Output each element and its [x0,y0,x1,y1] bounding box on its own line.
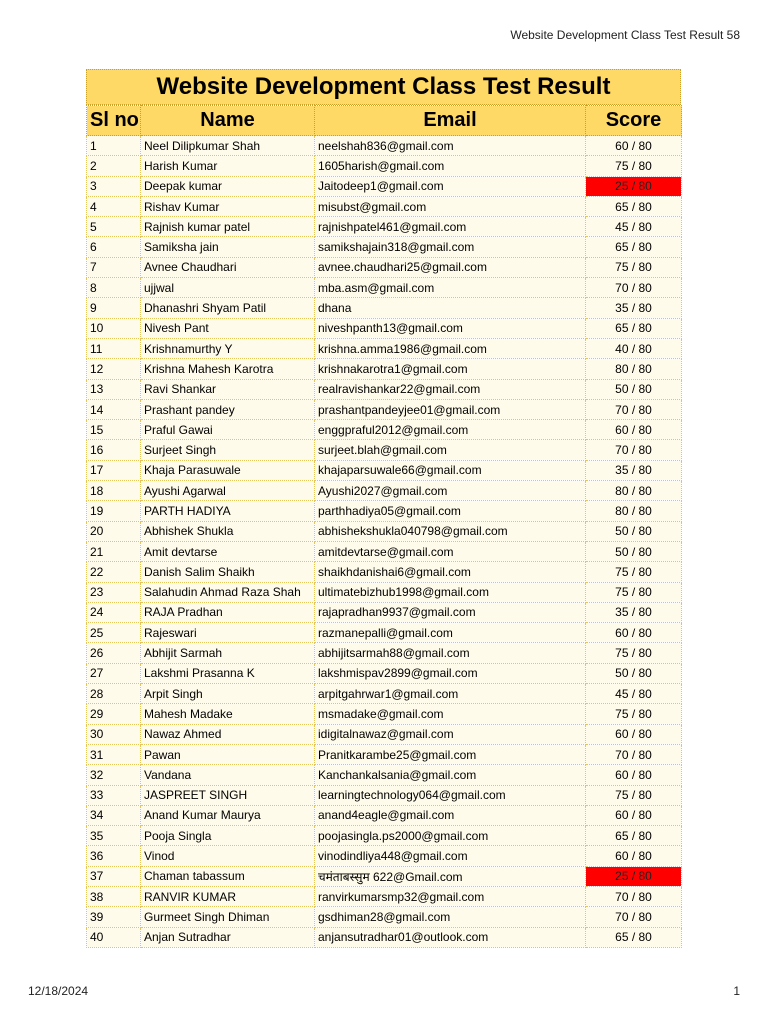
cell-sl-no: 1 [87,136,141,156]
table-row [87,927,682,947]
table-row [87,501,682,521]
table-row [87,643,682,663]
table-row [87,562,682,582]
cell-email: abhijitsarmah88@gmail.com [315,643,586,663]
results-table [86,105,682,948]
cell-score: 50 / 80 [586,663,682,683]
cell-sl-no: 38 [87,886,141,906]
cell-score: 65 / 80 [586,318,682,338]
cell-score: 60 / 80 [586,846,682,866]
cell-sl-no: 32 [87,765,141,785]
cell-score: 75 / 80 [586,785,682,805]
cell-email: arpitgahrwar1@gmail.com [315,684,586,704]
cell-name: Nawaz Ahmed [141,724,315,744]
cell-name: JASPREET SINGH [141,785,315,805]
cell-sl-no: 2 [87,156,141,176]
cell-sl-no: 15 [87,420,141,440]
cell-email: surjeet.blah@gmail.com [315,440,586,460]
cell-email: idigitalnawaz@gmail.com [315,724,586,744]
page-header-text: Website Development Class Test Result 58 [510,28,740,42]
cell-score: 60 / 80 [586,136,682,156]
cell-email: razmanepalli@gmail.com [315,623,586,643]
footer-page-number: 1 [733,984,740,998]
cell-name: Deepak kumar [141,176,315,196]
cell-email: ranvirkumarsmp32@gmail.com [315,886,586,906]
cell-sl-no: 3 [87,176,141,196]
cell-name: Avnee Chaudhari [141,257,315,277]
cell-sl-no: 34 [87,805,141,825]
cell-sl-no: 13 [87,379,141,399]
cell-email: niveshpanth13@gmail.com [315,318,586,338]
cell-score: 65 / 80 [586,826,682,846]
cell-name: Nivesh Pant [141,318,315,338]
cell-email: krishnakarotra1@gmail.com [315,359,586,379]
cell-email: anjansutradhar01@outlook.com [315,927,586,947]
cell-name: Rishav Kumar [141,196,315,216]
cell-score: 75 / 80 [586,156,682,176]
cell-score: 80 / 80 [586,501,682,521]
cell-name: Samiksha jain [141,237,315,257]
cell-name: Ayushi Agarwal [141,481,315,501]
cell-email: ultimatebizhub1998@gmail.com [315,582,586,602]
cell-score: 45 / 80 [586,217,682,237]
cell-sl-no: 12 [87,359,141,379]
cell-email: abhishekshukla040798@gmail.com [315,521,586,541]
table-row [87,196,682,216]
cell-score: 70 / 80 [586,886,682,906]
table-header-row [87,106,682,136]
cell-email: anand4eagle@gmail.com [315,805,586,825]
table-row [87,399,682,419]
cell-email: prashantpandeyjee01@gmail.com [315,399,586,419]
cell-score: 60 / 80 [586,420,682,440]
cell-name: Krishna Mahesh Karotra [141,359,315,379]
cell-email: neelshah836@gmail.com [315,136,586,156]
cell-name: RAJA Pradhan [141,602,315,622]
table-row [87,460,682,480]
column-header-email: Email [315,106,586,136]
cell-email: gsdhiman28@gmail.com [315,907,586,927]
table-title: Website Development Class Test Result [86,69,681,105]
cell-score: 70 / 80 [586,744,682,764]
cell-score: 65 / 80 [586,927,682,947]
cell-name: Mahesh Madake [141,704,315,724]
table-row [87,420,682,440]
cell-score: 60 / 80 [586,765,682,785]
cell-score: 70 / 80 [586,907,682,927]
table-row [87,724,682,744]
cell-score: 45 / 80 [586,684,682,704]
table-row [87,805,682,825]
cell-sl-no: 16 [87,440,141,460]
cell-email: msmadake@gmail.com [315,704,586,724]
table-body [87,136,682,948]
cell-email: mba.asm@gmail.com [315,278,586,298]
table-row [87,298,682,318]
cell-score: 75 / 80 [586,582,682,602]
table-row [87,541,682,561]
cell-name: ujjwal [141,278,315,298]
table-row [87,602,682,622]
table-row [87,907,682,927]
cell-sl-no: 25 [87,623,141,643]
cell-name: Chaman tabassum [141,866,315,886]
cell-email: enggpraful2012@gmail.com [315,420,586,440]
table-row [87,582,682,602]
cell-name: Anjan Sutradhar [141,927,315,947]
cell-name: Lakshmi Prasanna K [141,663,315,683]
cell-name: Vinod [141,846,315,866]
cell-name: Gurmeet Singh Dhiman [141,907,315,927]
cell-sl-no: 18 [87,481,141,501]
table-row [87,136,682,156]
cell-email: rajapradhan9937@gmail.com [315,602,586,622]
cell-email: rajnishpatel461@gmail.com [315,217,586,237]
table-row [87,237,682,257]
cell-score: 35 / 80 [586,298,682,318]
cell-email: Jaitodeep1@gmail.com [315,176,586,196]
cell-name: Danish Salim Shaikh [141,562,315,582]
cell-name: Anand Kumar Maurya [141,805,315,825]
cell-sl-no: 40 [87,927,141,947]
table-row [87,257,682,277]
cell-name: Neel Dilipkumar Shah [141,136,315,156]
cell-email: misubst@gmail.com [315,196,586,216]
cell-score: 25 / 80 [586,176,682,196]
cell-name: Pawan [141,744,315,764]
cell-score: 50 / 80 [586,521,682,541]
result-sheet [86,69,681,948]
table-row [87,684,682,704]
table-row [87,704,682,724]
cell-sl-no: 20 [87,521,141,541]
cell-name: PARTH HADIYA [141,501,315,521]
cell-sl-no: 35 [87,826,141,846]
cell-email: Pranitkarambe25@gmail.com [315,744,586,764]
table-row [87,359,682,379]
table-row [87,481,682,501]
cell-name: Krishnamurthy Y [141,338,315,358]
footer-date: 12/18/2024 [28,984,89,998]
cell-name: Prashant pandey [141,399,315,419]
cell-sl-no: 7 [87,257,141,277]
cell-sl-no: 26 [87,643,141,663]
cell-name: Arpit Singh [141,684,315,704]
cell-email: avnee.chaudhari25@gmail.com [315,257,586,277]
cell-name: Pooja Singla [141,826,315,846]
cell-sl-no: 24 [87,602,141,622]
table-row [87,278,682,298]
cell-email: 1605harish@gmail.com [315,156,586,176]
cell-sl-no: 10 [87,318,141,338]
cell-name: Khaja Parasuwale [141,460,315,480]
table-row [87,886,682,906]
cell-score: 35 / 80 [586,602,682,622]
cell-name: Rajeswari [141,623,315,643]
cell-email: krishna.amma1986@gmail.com [315,338,586,358]
cell-score: 60 / 80 [586,724,682,744]
table-row [87,866,682,886]
cell-name: Harish Kumar [141,156,315,176]
cell-sl-no: 37 [87,866,141,886]
cell-email: Ayushi2027@gmail.com [315,481,586,501]
column-header-name: Name [141,106,315,136]
cell-score: 70 / 80 [586,440,682,460]
cell-email: vinodindliya448@gmail.com [315,846,586,866]
table-row [87,338,682,358]
cell-sl-no: 8 [87,278,141,298]
cell-name: Abhijit Sarmah [141,643,315,663]
cell-score: 65 / 80 [586,237,682,257]
cell-name: RANVIR KUMAR [141,886,315,906]
cell-sl-no: 6 [87,237,141,257]
cell-sl-no: 33 [87,785,141,805]
cell-sl-no: 39 [87,907,141,927]
cell-sl-no: 14 [87,399,141,419]
cell-sl-no: 28 [87,684,141,704]
cell-sl-no: 30 [87,724,141,744]
cell-email: khajaparsuwale66@gmail.com [315,460,586,480]
table-row [87,176,682,196]
cell-score: 80 / 80 [586,359,682,379]
cell-score: 50 / 80 [586,541,682,561]
cell-name: Salahudin Ahmad Raza Shah [141,582,315,602]
cell-email: parthhadiya05@gmail.com [315,501,586,521]
table-row [87,744,682,764]
table-row [87,521,682,541]
cell-name: Abhishek Shukla [141,521,315,541]
cell-sl-no: 5 [87,217,141,237]
table-row [87,826,682,846]
cell-sl-no: 27 [87,663,141,683]
cell-sl-no: 21 [87,541,141,561]
table-row [87,785,682,805]
table-row [87,379,682,399]
cell-score: 50 / 80 [586,379,682,399]
cell-email: poojasingla.ps2000@gmail.com [315,826,586,846]
cell-name: Vandana [141,765,315,785]
cell-email: dhana [315,298,586,318]
cell-name: Rajnish kumar patel [141,217,315,237]
cell-name: Amit devtarse [141,541,315,561]
column-header-sl-no: Sl no [87,106,141,136]
cell-score: 70 / 80 [586,278,682,298]
cell-name: Ravi Shankar [141,379,315,399]
cell-sl-no: 31 [87,744,141,764]
cell-sl-no: 36 [87,846,141,866]
cell-name: Dhanashri Shyam Patil [141,298,315,318]
table-row [87,623,682,643]
cell-score: 75 / 80 [586,704,682,724]
cell-score: 75 / 80 [586,257,682,277]
cell-sl-no: 4 [87,196,141,216]
table-row [87,440,682,460]
cell-email: samikshajain318@gmail.com [315,237,586,257]
cell-sl-no: 22 [87,562,141,582]
cell-score: 70 / 80 [586,399,682,419]
table-row [87,217,682,237]
cell-email: shaikhdanishai6@gmail.com [315,562,586,582]
cell-sl-no: 17 [87,460,141,480]
cell-email: learningtechnology064@gmail.com [315,785,586,805]
cell-name: Praful Gawai [141,420,315,440]
cell-score: 75 / 80 [586,562,682,582]
cell-score: 35 / 80 [586,460,682,480]
cell-sl-no: 11 [87,338,141,358]
cell-email: Kanchankalsania@gmail.com [315,765,586,785]
cell-email: lakshmispav2899@gmail.com [315,663,586,683]
cell-name: Surjeet Singh [141,440,315,460]
table-row [87,318,682,338]
table-row [87,846,682,866]
table-row [87,156,682,176]
column-header-score: Score [586,106,682,136]
table-row [87,765,682,785]
cell-score: 25 / 80 [586,866,682,886]
cell-email: चमंताबस्सुम 622@Gmail.com [315,866,586,886]
cell-score: 65 / 80 [586,196,682,216]
cell-sl-no: 29 [87,704,141,724]
cell-score: 80 / 80 [586,481,682,501]
cell-sl-no: 9 [87,298,141,318]
cell-sl-no: 23 [87,582,141,602]
cell-score: 60 / 80 [586,805,682,825]
table-row [87,663,682,683]
cell-email: realravishankar22@gmail.com [315,379,586,399]
cell-sl-no: 19 [87,501,141,521]
cell-email: amitdevtarse@gmail.com [315,541,586,561]
cell-score: 60 / 80 [586,623,682,643]
cell-score: 75 / 80 [586,643,682,663]
cell-score: 40 / 80 [586,338,682,358]
